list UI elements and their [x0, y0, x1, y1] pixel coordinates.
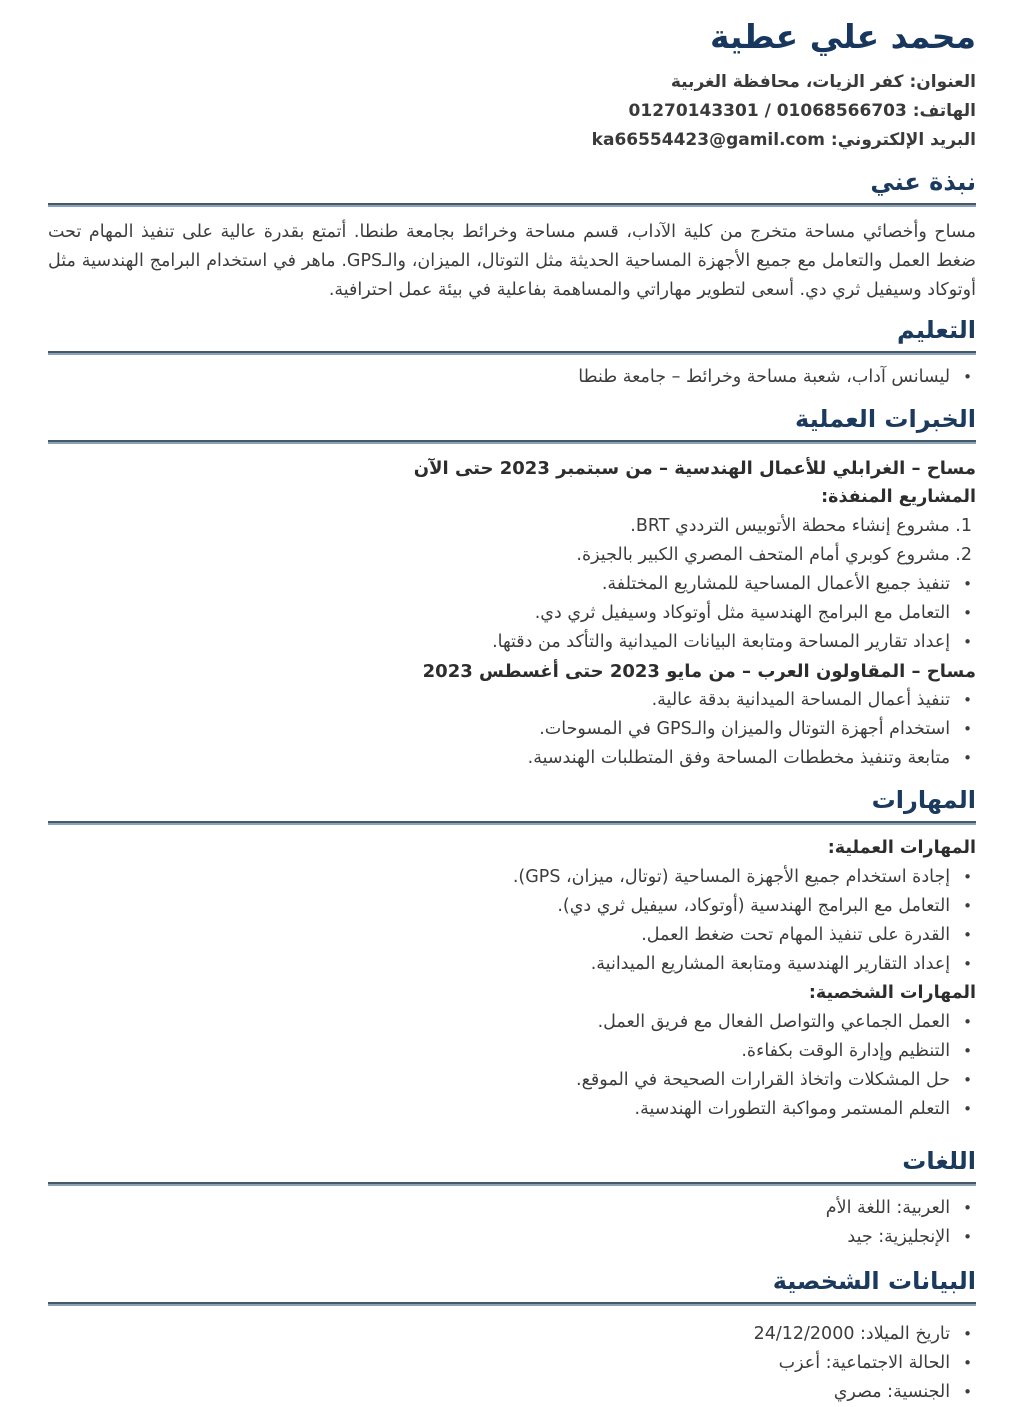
- list-item: • تنفيذ أعمال المساحة الميدانية بدقة عالية.: [48, 686, 976, 715]
- contact-phone: الهاتف: 01068566703 / 01270143301: [628, 101, 976, 121]
- list-item: 2. مشروع كوبري أمام المتحف المصري الكبير بالجيزة.: [576, 545, 972, 565]
- list-item: • إعداد تقارير المساحة ومتابعة البيانات الميدانية والتأكد من دقتها.: [48, 628, 976, 657]
- contact-email: البريد الإلكتروني: ka66554423@gamil.com: [591, 130, 976, 150]
- about-paragraph: مساح وأخصائي مساحة متخرج من كلية الآداب، قسم مساحة وخرائط بجامعة طنطا. أتمتع بقدرة عالية على تنفيذ المهام تحت ضغط العمل والتعامل مع جميع الأجهزة المساحية الحديثة مثل التوتال، الميزان، والـGPS. ماهر في استخدام البرامج الهندسية مثل أوتوكاد وسيفيل ثري دي. أسعى لتطوير مهاراتي والمساهمة بفاعلية في بيئة عمل احترافية.: [48, 222, 976, 300]
- list-item: • التعامل مع البرامج الهندسية (أوتوكاد، سيفيل ثري دي).: [48, 892, 976, 921]
- section-divider: [48, 440, 976, 444]
- list-item: • التعامل مع البرامج الهندسية مثل أوتوكاد وسيفيل ثري دي.: [48, 599, 976, 628]
- practical-skills-block: [48, 834, 976, 979]
- section-divider: [48, 1302, 976, 1306]
- section-divider: [48, 1182, 976, 1186]
- contact-info: [48, 68, 976, 155]
- list-item: • التنظيم وإدارة الوقت بكفاءة.: [48, 1037, 976, 1066]
- list-item: • الحالة الاجتماعية: أعزب: [48, 1349, 976, 1378]
- personal-data-list: [48, 1320, 976, 1407]
- candidate-name: محمد علي عطية: [710, 17, 976, 56]
- section-title-skills: المهارات: [871, 786, 976, 814]
- section-skills: [48, 785, 976, 1124]
- section-education: [48, 315, 976, 392]
- list-item: • القدرة على تنفيذ المهام تحت ضغط العمل.: [48, 921, 976, 950]
- list-item: 1. مشروع إنشاء محطة الأتوبيس الترددي BRT.: [630, 516, 972, 536]
- job-projects-list: [48, 512, 976, 657]
- job-title: مساح – الغرابلي للأعمال الهندسية – من سبتمبر 2023 حتى الآن: [413, 458, 976, 479]
- cv-header: [48, 14, 976, 155]
- section-experience: [48, 404, 976, 773]
- job-entry: [48, 454, 976, 657]
- list-item: • التعلم المستمر ومواكبة التطورات الهندسية.: [48, 1095, 976, 1124]
- languages-list: [48, 1194, 976, 1252]
- contact-address: العنوان: كفر الزيات، محافظة الغربية: [670, 72, 976, 92]
- section-personal-data: [48, 1266, 976, 1407]
- section-title-languages: اللغات: [902, 1147, 976, 1175]
- section-divider: [48, 821, 976, 825]
- list-item: • الإنجليزية: جيد: [48, 1223, 976, 1252]
- section-languages: [48, 1146, 976, 1252]
- list-item: • متابعة وتنفيذ مخططات المساحة وفق المتطلبات الهندسية.: [48, 744, 976, 773]
- section-about: [48, 167, 976, 305]
- list-item: • ليسانس آداب، شعبة مساحة وخرائط – جامعة طنطا: [48, 363, 976, 392]
- section-title-experience: الخبرات العملية: [795, 405, 976, 433]
- job-subtitle: المشاريع المنفذة:: [821, 487, 976, 507]
- list-item: • العربية: اللغة الأم: [48, 1194, 976, 1223]
- section-divider: [48, 351, 976, 355]
- practical-skills-heading: المهارات العملية:: [827, 838, 976, 858]
- job-title: مساح – المقاولون العرب – من مايو 2023 حتى أغسطس 2023: [422, 661, 976, 682]
- personal-skills-block: [48, 979, 976, 1124]
- section-title-about: نبذة عني: [870, 168, 976, 196]
- personal-skills-list: [48, 1008, 976, 1124]
- job-duties-list: [48, 686, 976, 773]
- list-item: • إجادة استخدام جميع الأجهزة المساحية (توتال، ميزان، GPS).: [48, 863, 976, 892]
- list-item: • حل المشكلات واتخاذ القرارات الصحيحة في الموقع.: [48, 1066, 976, 1095]
- section-title-education: التعليم: [897, 316, 976, 344]
- list-item: • تاريخ الميلاد: 24/12/2000: [48, 1320, 976, 1349]
- list-item: • إعداد التقارير الهندسية ومتابعة المشاريع الميدانية.: [48, 950, 976, 979]
- practical-skills-list: [48, 863, 976, 979]
- section-divider: [48, 203, 976, 207]
- list-item: • تنفيذ جميع الأعمال المساحية للمشاريع المختلفة.: [48, 570, 976, 599]
- list-item: • استخدام أجهزة التوتال والميزان والـGPS في المسوحات.: [48, 715, 976, 744]
- job-entry: [48, 657, 976, 773]
- education-list: [48, 363, 976, 392]
- list-item: • الجنسية: مصري: [48, 1378, 976, 1407]
- section-title-personal-data: البيانات الشخصية: [772, 1267, 976, 1295]
- personal-skills-heading: المهارات الشخصية:: [808, 983, 976, 1003]
- list-item: • العمل الجماعي والتواصل الفعال مع فريق العمل.: [48, 1008, 976, 1037]
